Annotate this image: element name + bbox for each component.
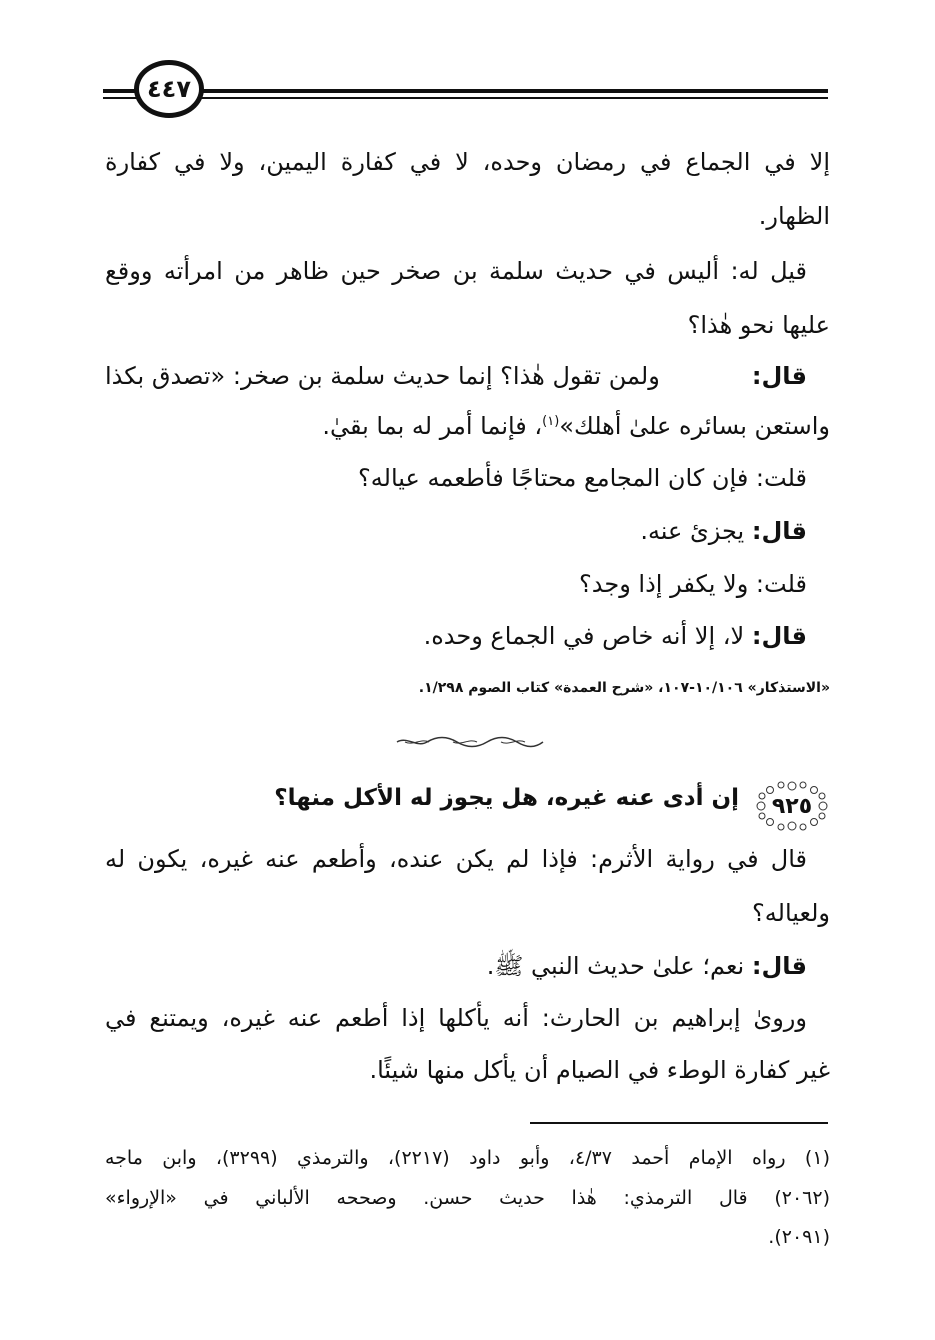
qal-label: قال: bbox=[751, 362, 807, 390]
question-number: ٩٢٥ bbox=[771, 793, 813, 819]
istain-text-b: ، فإنما أمر له بما بقيٰ. bbox=[322, 412, 543, 440]
footnote-line-3: (٢٠٩١). bbox=[768, 1226, 830, 1248]
question-title: إن أدى عنه غيره، هل يجوز له الأكل منها؟ bbox=[274, 785, 739, 811]
body-line-istain bbox=[322, 412, 830, 440]
footnote-line-2: (٢٠٦٢) قال الترمذي: هٰذا حديث حسن. وصححه الألباني في «الإرواء» bbox=[105, 1187, 830, 1209]
source-reference: «الاستذكار» ١٠/١٠٦-١٠٧، «شرح العمدة» كتاب الصوم ١/٢٩٨. bbox=[418, 680, 830, 696]
question-number-frame bbox=[756, 780, 828, 832]
qult-line-2: قلت: ولا يكفر إذا وجد؟ bbox=[579, 570, 807, 598]
qal-label: قال: bbox=[751, 622, 807, 650]
footnote-rule bbox=[530, 1122, 828, 1124]
page-number-badge bbox=[134, 60, 204, 118]
qal-label: قال: bbox=[751, 952, 807, 980]
qal-line-1 bbox=[105, 362, 807, 390]
rawa-line-1: وروىٰ إبراهيم بن الحارث: أنه يأكلها إذا أطعم عنه غيره، ويمتنع في bbox=[105, 1004, 807, 1032]
qal-line-3 bbox=[424, 622, 807, 650]
body-line-4: عليها نحو هٰذا؟ bbox=[687, 311, 830, 339]
footnote-ref: (١) bbox=[542, 414, 560, 429]
ornament-divider bbox=[395, 734, 545, 750]
body-line-3: قيل له: أليس في حديث سلمة بن صخر حين ظاهر من امرأته ووقع bbox=[105, 257, 807, 285]
qult-line-1: قلت: فإن كان المجامع محتاجًا فأطعمه عياله؟ bbox=[358, 464, 807, 492]
header-rule-thick bbox=[103, 89, 828, 93]
body-line-1: إلا في الجماع في رمضان وحده، لا في كفارة اليمين، ولا في كفارة bbox=[105, 148, 830, 176]
body-line-2: الظهار. bbox=[758, 202, 830, 230]
qal-text: ولمن تقول هٰذا؟ إنما حديث سلمة بن صخر: «تصدق بكذا bbox=[105, 362, 660, 390]
footnote-line-1: (١) رواه الإمام أحمد ٤/٣٧، وأبو داود (٢٢١٧)، والترمذي (٣٢٩٩)، وابن ماجه bbox=[105, 1147, 830, 1169]
qal-line-2 bbox=[640, 517, 807, 545]
qal-text: نعم؛ علىٰ حديث النبي ﷺ. bbox=[486, 952, 745, 980]
header-rule-thin bbox=[103, 97, 828, 99]
question-qal-line bbox=[487, 951, 807, 986]
question-line-1: قال في رواية الأثرم: فإذا لم يكن عنده، وأطعم عنه غيره، يكون له bbox=[105, 845, 807, 873]
page-number: ٤٤٧ bbox=[147, 75, 191, 103]
qal-text: لا، إلا أنه خاص في الجماع وحده. bbox=[423, 622, 745, 650]
qal-label: قال: bbox=[751, 517, 807, 545]
qal-text: يجزئ عنه. bbox=[640, 517, 745, 545]
istain-text-a: واستعن بسائره علىٰ أهلك» bbox=[559, 412, 830, 440]
rawa-line-2: غير كفارة الوطء في الصيام أن يأكل منها شيئًا. bbox=[369, 1056, 830, 1084]
question-line-2: ولعياله؟ bbox=[752, 899, 830, 927]
